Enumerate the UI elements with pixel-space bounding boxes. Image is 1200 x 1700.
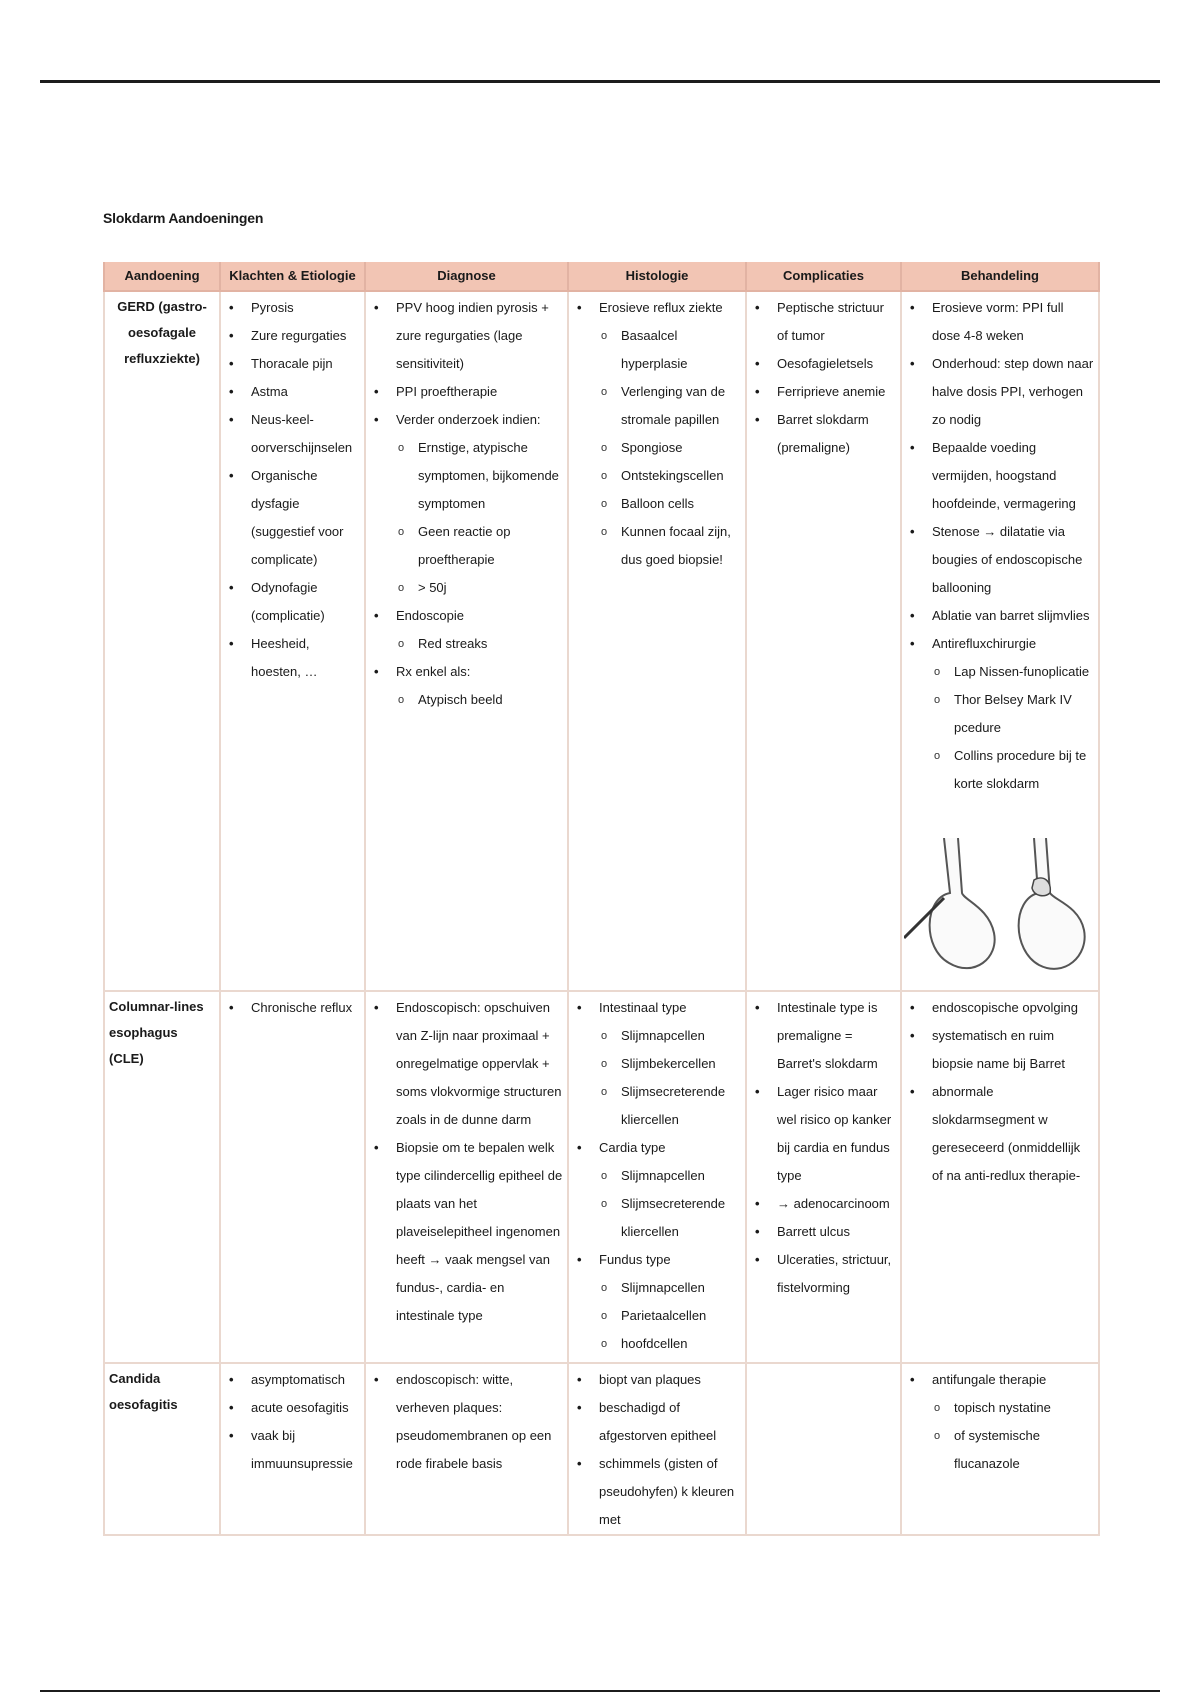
cell-klachten — [220, 291, 365, 991]
sub-list-item: o Basaalcel hyperplasie — [599, 322, 741, 378]
complicaties-list — [751, 294, 896, 462]
sub-list-item: o Ontstekingscellen — [599, 462, 741, 490]
list-item-text: Cardia type — [599, 1140, 666, 1155]
sub-list-item: o Slijmbekercellen — [599, 1050, 741, 1078]
list-item-text: antifungale therapie — [932, 1372, 1047, 1387]
header-histologie: Histologie — [568, 262, 746, 291]
list-item: • asymptomatisch — [225, 1366, 360, 1394]
table-row — [104, 1363, 1099, 1535]
list-item-text: Bepaalde voeding vermijden, hoogstand hoofdeinde, vermagering — [932, 440, 1076, 511]
cell-condition: GERD (gastro-oesofagale refluxziekte) — [104, 291, 220, 991]
list-item-text: biopt van plaques — [599, 1372, 701, 1387]
list-item: • vaak bij immuunsupressie — [225, 1422, 360, 1478]
list-item: • Thoracale pijn — [225, 350, 360, 378]
list-item — [906, 994, 1094, 1022]
list-item-text: abnormale slokdarmsegment w gereseceerd (onmiddellijk of na anti-redlux therapie- — [932, 1084, 1081, 1183]
list-item-text: Stenose → dilatatie via bougies of endoscopische ballooning — [932, 524, 1083, 595]
header-row — [104, 262, 1099, 291]
diagnose-list — [370, 294, 563, 714]
list-item: • Barrett ulcus — [751, 1218, 896, 1246]
conditions-table — [103, 262, 1100, 1536]
sub-list — [599, 1162, 741, 1246]
cell-behandeling — [901, 291, 1099, 991]
list-item: • Pyrosis — [225, 294, 360, 322]
cell-histologie — [568, 291, 746, 991]
list-item — [906, 434, 1094, 518]
list-item-text: Antirefluxchirurgie — [932, 636, 1037, 651]
list-item — [370, 406, 563, 602]
list-item-text: Biopsie om te bepalen welk type cilindercellig epitheel de plaats van het plaveiselepitheel ingenomen heeft → vaak mengsel van fundus-, cardia- en intestinale type — [396, 1140, 563, 1323]
list-item — [573, 994, 741, 1134]
sub-list-item: o Geen reactie op proeftherapie — [396, 518, 563, 574]
list-item — [906, 1366, 1094, 1478]
list-item — [573, 1450, 741, 1534]
complicaties-list — [751, 994, 896, 1302]
list-item — [906, 1078, 1094, 1190]
list-item: • Heesheid, hoesten, … — [225, 630, 360, 686]
sub-list — [932, 1394, 1094, 1478]
list-item — [370, 378, 563, 406]
behandeling-list — [906, 294, 1094, 798]
bottom-rule — [40, 1690, 1160, 1692]
list-item: • Astma — [225, 378, 360, 406]
cell-behandeling — [901, 991, 1099, 1363]
list-item-text: Endoscopisch: opschuiven van Z-lijn naar proximaal + onregelmatige oppervlak + soms vlokvormige structuren zoals in de dunne darm — [396, 1000, 562, 1127]
list-item: • Organische dysfagie (suggestief voor complicate) — [225, 462, 360, 574]
sub-list-item: o Slijmnapcellen — [599, 1162, 741, 1190]
diagnose-list — [370, 1366, 563, 1478]
list-item: • Ulceraties, strictuur, fistelvorming — [751, 1246, 896, 1302]
header-klachten: Klachten & Etiologie — [220, 262, 365, 291]
list-item: • acute oesofagitis — [225, 1394, 360, 1422]
cell-diagnose — [365, 1363, 568, 1535]
table-row — [104, 991, 1099, 1363]
list-item — [370, 1366, 563, 1478]
list-item: • Lager risico maar wel risico op kanker bij cardia en fundus type — [751, 1078, 896, 1190]
sub-list-item: o hoofdcellen — [599, 1330, 741, 1358]
list-item-text: Endoscopie — [396, 608, 464, 623]
sub-list-item: o of systemische flucanazole — [932, 1422, 1094, 1478]
sub-list-item: o > 50j — [396, 574, 563, 602]
list-item-text: Intestinaal type — [599, 1000, 687, 1015]
list-item — [906, 630, 1094, 798]
sub-list-item: o Collins procedure bij te korte slokdarm — [932, 742, 1094, 798]
list-item: • Oesofagieletsels — [751, 350, 896, 378]
cell-histologie — [568, 991, 746, 1363]
cell-klachten — [220, 991, 365, 1363]
klachten-list — [225, 1366, 360, 1478]
list-item — [906, 350, 1094, 434]
page-title: Slokdarm Aandoeningen — [103, 210, 264, 226]
list-item: • Zure regurgaties — [225, 322, 360, 350]
sub-list-item: o Lap Nissen-funoplicatie — [932, 658, 1094, 686]
sub-list — [932, 658, 1094, 798]
cell-diagnose — [365, 991, 568, 1363]
sub-list-item: o Atypisch beeld — [396, 686, 563, 714]
sub-list-item: o Parietaalcellen — [599, 1302, 741, 1330]
histologie-list — [573, 994, 741, 1358]
cell-complicaties — [746, 1363, 901, 1535]
sub-list-item: o Red streaks — [396, 630, 563, 658]
list-item — [370, 1134, 563, 1330]
list-item — [370, 602, 563, 658]
list-item — [906, 1022, 1094, 1078]
cell-diagnose — [365, 291, 568, 991]
list-item: • → adenocarcinoom — [751, 1190, 896, 1218]
list-item-text: Ablatie van barret slijmvlies — [932, 608, 1090, 623]
top-rule — [40, 80, 1160, 83]
list-item-text: Erosieve reflux ziekte — [599, 300, 723, 315]
sub-list — [396, 434, 563, 602]
behandeling-list — [906, 1366, 1094, 1478]
stomach-drawing — [1019, 838, 1085, 969]
sub-list — [396, 630, 563, 658]
sub-list — [599, 322, 741, 574]
list-item: • Peptische strictuur of tumor — [751, 294, 896, 350]
klachten-list — [225, 294, 360, 686]
list-item-text: beschadigd of afgestorven epitheel — [599, 1400, 717, 1443]
header-complicaties: Complicaties — [746, 262, 901, 291]
sub-list-item: o Thor Belsey Mark IV pcedure — [932, 686, 1094, 742]
list-item: • Ferriprieve anemie — [751, 378, 896, 406]
list-item-text: Rx enkel als: — [396, 664, 471, 679]
list-item — [573, 294, 741, 574]
list-item: • Odynofagie (complicatie) — [225, 574, 360, 630]
sub-list-item: o Spongiose — [599, 434, 741, 462]
header-diagnose: Diagnose — [365, 262, 568, 291]
list-item — [906, 294, 1094, 350]
sub-list — [599, 1274, 741, 1358]
histologie-list — [573, 294, 741, 574]
list-item: • Intestinale type is premaligne = Barret's slokdarm — [751, 994, 896, 1078]
sub-list-item: o Ernstige, atypische symptomen, bijkomende symptomen — [396, 434, 563, 518]
behandeling-list — [906, 994, 1094, 1190]
cell-complicaties — [746, 291, 901, 991]
list-item-text: PPV hoog indien pyrosis + zure regurgaties (lage sensitiviteit) — [396, 300, 549, 371]
diagnose-list — [370, 994, 563, 1330]
sub-list-item: o Kunnen focaal zijn, dus goed biopsie! — [599, 518, 741, 574]
list-item — [370, 994, 563, 1134]
list-item: • Chronische reflux — [225, 994, 360, 1022]
list-item-text: systematisch en ruim biopsie name bij Barret — [932, 1028, 1065, 1071]
cell-histologie — [568, 1363, 746, 1535]
list-item: • Neus-keel-oorverschijnselen — [225, 406, 360, 462]
sub-list-item: o Slijmsecreterende kliercellen — [599, 1078, 741, 1134]
fundus-wrap-drawing — [1032, 878, 1050, 896]
table-row — [104, 291, 1099, 991]
sub-list-item: o Slijmnapcellen — [599, 1274, 741, 1302]
list-item — [573, 1134, 741, 1246]
header-behandeling: Behandeling — [901, 262, 1099, 291]
list-item — [906, 602, 1094, 630]
list-item — [906, 518, 1094, 602]
list-item-text: Onderhoud: step down naar halve dosis PPI, verhogen zo nodig — [932, 356, 1094, 427]
cell-condition: Candida oesofagitis — [104, 1363, 220, 1535]
sub-list-item: o topisch nystatine — [932, 1394, 1094, 1422]
list-item — [573, 1366, 741, 1394]
list-item: • Barret slokdarm (premaligne) — [751, 406, 896, 462]
list-item-text: Erosieve vorm: PPI full dose 4-8 weken — [932, 300, 1064, 343]
sub-list-item: o Slijmsecreterende kliercellen — [599, 1190, 741, 1246]
klachten-list — [225, 994, 360, 1022]
histologie-list — [573, 1366, 741, 1534]
list-item — [573, 1394, 741, 1450]
list-item-text: schimmels (gisten of pseudohyfen) k kleuren met — [599, 1456, 735, 1527]
list-item — [370, 294, 563, 378]
list-item-text: endoscopisch: witte, verheven plaques: pseudomembranen op een rode firabele basis — [396, 1372, 552, 1471]
cell-condition: Columnar-lines esophagus (CLE) — [104, 991, 220, 1363]
cell-complicaties — [746, 991, 901, 1363]
cell-klachten — [220, 1363, 365, 1535]
list-item-text: PPI proeftherapie — [396, 384, 498, 399]
cell-behandeling — [901, 1363, 1099, 1535]
list-item-text: Fundus type — [599, 1252, 671, 1267]
sub-list — [396, 686, 563, 714]
fundoplication-illustration — [904, 838, 1094, 988]
sub-list-item: o Verlenging van de stromale papillen — [599, 378, 741, 434]
list-item — [573, 1246, 741, 1358]
list-item — [370, 658, 563, 714]
sub-list-item: o Balloon cells — [599, 490, 741, 518]
list-item-text: Verder onderzoek indien: — [396, 412, 541, 427]
list-item-text: endoscopische opvolging — [932, 1000, 1078, 1015]
sub-list-item: o Slijmnapcellen — [599, 1022, 741, 1050]
sub-list — [599, 1022, 741, 1134]
header-aandoening: Aandoening — [104, 262, 220, 291]
